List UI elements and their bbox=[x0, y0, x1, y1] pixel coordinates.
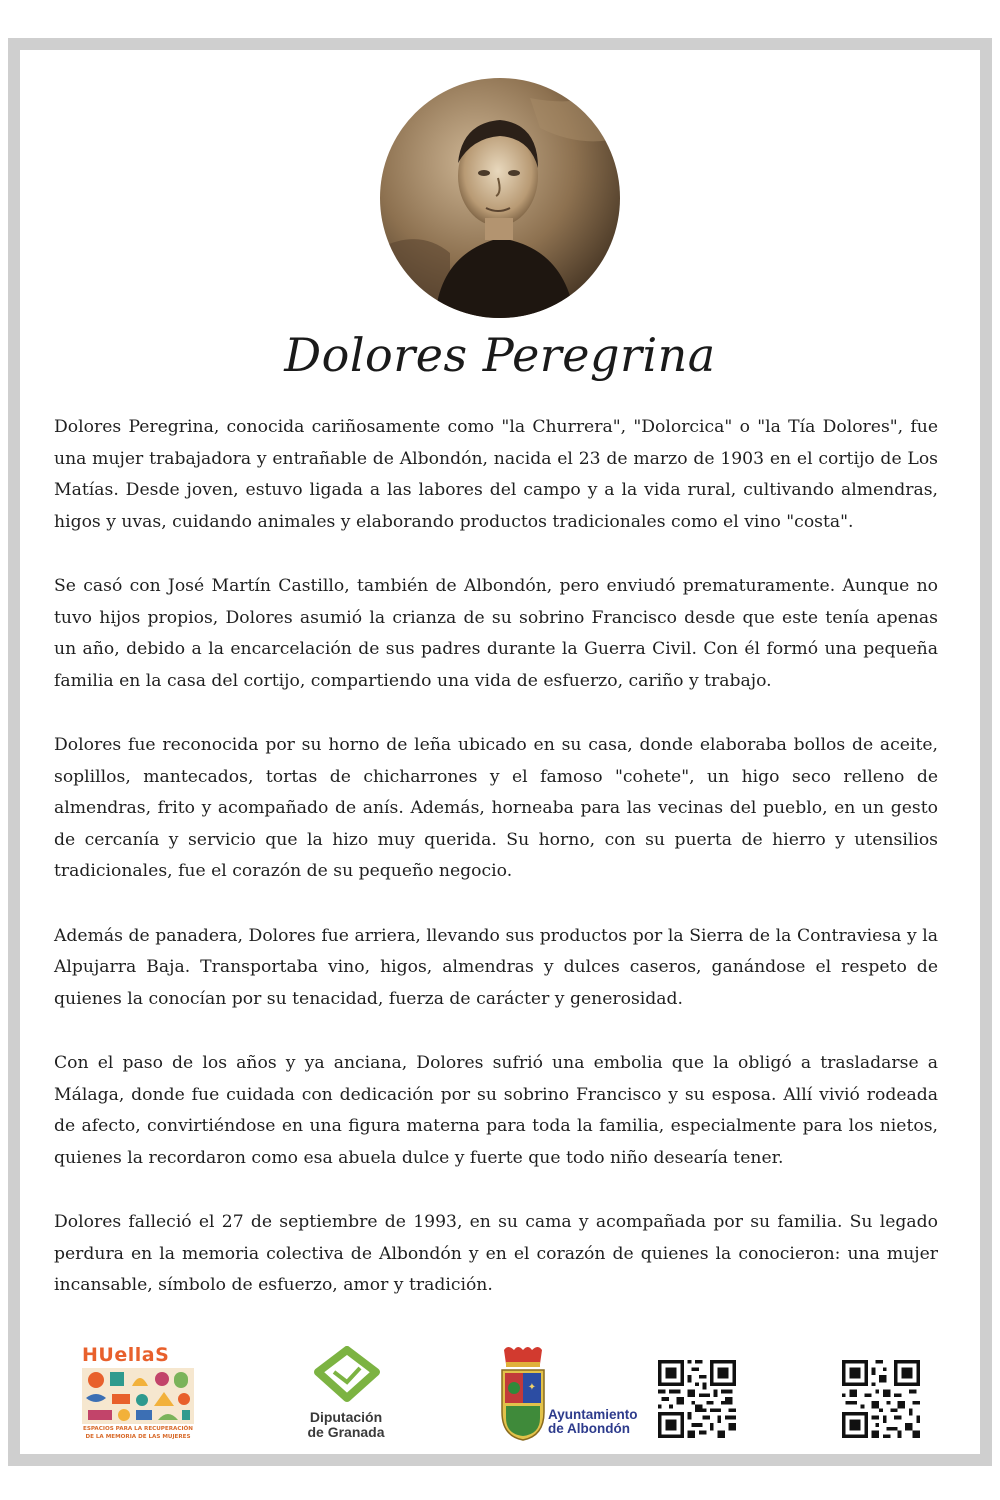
ayuntamiento-logo bbox=[498, 1344, 658, 1444]
coat-of-arms-icon bbox=[498, 1344, 548, 1442]
diputacion-name: Diputación bbox=[309, 1409, 383, 1425]
qr-code-icon bbox=[658, 1360, 736, 1438]
portrait-photo-icon bbox=[380, 78, 620, 318]
paragraph: Dolores falleció el 27 de septiembre de 1993, en su cama y acompañada por su familia. Su legado perdura en la memoria colectiva de Albondón y en el corazón de quienes la conocieron: una mujer incansable, símbolo de esfuerzo, amor y tradición. bbox=[54, 1212, 938, 1295]
diputacion-emblem-icon bbox=[312, 1346, 382, 1404]
ayuntamiento-name: de Albondón bbox=[548, 1421, 630, 1436]
sponsor-logos bbox=[0, 1340, 1000, 1450]
ayuntamiento-name: Ayuntamiento bbox=[548, 1407, 638, 1422]
huellas-subtitle: DE LA MEMORIA DE LAS MUJERES bbox=[85, 1434, 191, 1440]
biography-text bbox=[54, 412, 938, 1335]
qr-code[interactable] bbox=[842, 1360, 920, 1438]
paragraph: Dolores Peregrina, conocida cariñosamente como "la Churrera", "Dolorcica" o "la Tía Dolores", fue una mujer trabajadora y entrañable de Albondón, nacida el 23 de marzo de 1903 en el cortijo de Los Matías. Desde joven, estuvo ligada a las labores del campo y a la vida rural, cultivando almendras, higos y uvas, cuidando animales y elaborando productos tradicionales como el vino "costa". bbox=[54, 417, 938, 532]
qr-code[interactable] bbox=[658, 1360, 736, 1438]
page-title: Dolores Peregrina bbox=[284, 328, 716, 382]
huellas-subtitle: ESPACIOS PARA LA RECUPERACIÓN bbox=[83, 1426, 193, 1432]
diputacion-logo bbox=[298, 1344, 394, 1444]
paragraph: Además de panadera, Dolores fue arriera, llevando sus productos por la Sierra de la Contraviesa y la Alpujarra Baja. Transportaba vino, higos, almendras y dulces caseros, ganándose el respeto de quienes la conocían por su tenacidad, fuerza de carácter y generosidad. bbox=[54, 925, 938, 1009]
paragraph: Con el paso de los años y ya anciana, Dolores sufrió una embolia que la obligó a trasladarse a Málaga, donde fue cuidada con dedicación por su sobrino Francisco y su esposa. Allí vivió rodeada de afecto, convirtiéndose en una figura materna para toda la familia, especialmente para los nietos, quienes la recordaron como esa abuela dulce y fuerte que todo niño desearía tener. bbox=[54, 1053, 938, 1168]
huellas-logo bbox=[82, 1344, 194, 1444]
qr-code-icon bbox=[842, 1360, 920, 1438]
paragraph: Se casó con José Martín Castillo, también de Albondón, pero enviudó prematuramente. Aunque no tuvo hijos propios, Dolores asumió la crianza de su sobrino Francisco desde que este tenía apenas un año, debido a la encarcelación de sus padres durante la Guerra Civil. Con él formó una pequeña familia en la casa del cortijo, compartiendo una vida de esfuerzo, cariño y trabajo. bbox=[54, 576, 938, 691]
huellas-art-icon bbox=[82, 1368, 194, 1424]
huellas-title: HUellaS bbox=[82, 1344, 170, 1366]
diputacion-name: de Granada bbox=[307, 1424, 385, 1440]
portrait-photo bbox=[380, 78, 620, 318]
svg-text:✦: ✦ bbox=[527, 1382, 537, 1393]
paragraph: Dolores fue reconocida por su horno de leña ubicado en su casa, donde elaboraba bollos de aceite, soplillos, mantecados, tortas de chicharrones y el famoso "cohete", un higo seco relleno de almendras, frito y acompañado de anís. Además, horneaba para las vecinas del pueblo, en un gesto de cercanía y servicio que la hizo muy querida. Su horno, con su puerta de hierro y utensilios tradicionales, fue el corazón de su pequeño negocio. bbox=[54, 735, 938, 881]
